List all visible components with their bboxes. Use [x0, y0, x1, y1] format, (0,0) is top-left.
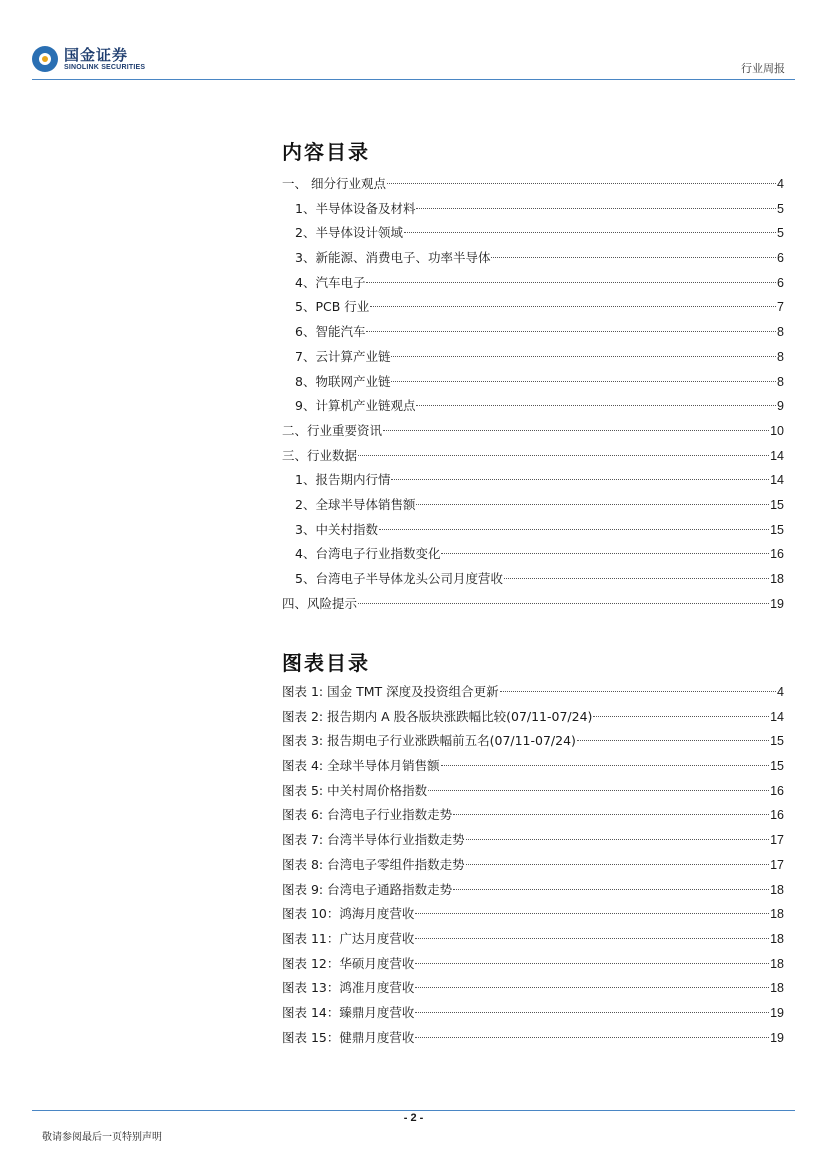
- toc-entry-label: 三、行业数据: [282, 447, 358, 463]
- figure-entry[interactable]: [282, 902, 784, 927]
- dot-leader: [415, 963, 769, 964]
- figure-list: [282, 680, 784, 1050]
- figure-entry-label: 图表 8: 台湾电子零组件指数走势: [282, 856, 465, 872]
- figure-entry-label: 图表 7: 台湾半导体行业指数走势: [282, 832, 465, 848]
- toc-entry-label: 1、报告期内行情: [295, 472, 391, 488]
- header-divider: [32, 79, 795, 80]
- toc-entry[interactable]: [282, 444, 784, 469]
- dot-leader: [415, 987, 769, 988]
- figure-entry[interactable]: [282, 828, 784, 853]
- toc-title: 内容目录: [282, 140, 370, 164]
- toc-entry-page-number: 15: [770, 522, 784, 537]
- figure-entry-label: 图表 9: 台湾电子通路指数走势: [282, 881, 453, 897]
- dot-leader: [453, 889, 769, 890]
- dot-leader: [366, 331, 776, 332]
- figure-entry-page-number: 14: [770, 709, 784, 724]
- figure-entry-label: 图表 5: 中关村周价格指数: [282, 782, 428, 798]
- dot-leader: [441, 765, 769, 766]
- toc-entry-label: 2、半导体设计领域: [295, 225, 403, 241]
- toc-entry[interactable]: [282, 320, 784, 345]
- dot-leader: [415, 1037, 769, 1038]
- dot-leader: [404, 232, 776, 233]
- figure-entry-page-number: 19: [770, 1005, 784, 1020]
- dot-leader: [504, 578, 769, 579]
- dot-leader: [391, 356, 776, 357]
- dot-leader: [428, 790, 769, 791]
- figure-entry-page-number: 17: [770, 833, 784, 848]
- toc-entry-page-number: 14: [770, 473, 784, 488]
- toc-entry-label: 9、计算机产业链观点: [295, 398, 416, 414]
- figure-entry[interactable]: [282, 729, 784, 754]
- figure-entry-page-number: 18: [770, 956, 784, 971]
- toc-entry[interactable]: [282, 197, 784, 222]
- toc-entry[interactable]: [282, 394, 784, 419]
- toc-entry-label: 5、PCB 行业: [295, 299, 370, 315]
- figure-entry-page-number: 18: [770, 882, 784, 897]
- dot-leader: [387, 183, 776, 184]
- toc-entry[interactable]: [282, 493, 784, 518]
- figure-entry-label: 图表 12：华硕月度营收: [282, 955, 415, 971]
- toc-entry-label: 8、物联网产业链: [295, 373, 391, 389]
- figure-entry[interactable]: [282, 927, 784, 952]
- dot-leader: [370, 306, 776, 307]
- toc-entry[interactable]: [282, 419, 784, 444]
- toc-entry-page-number: 14: [770, 448, 784, 463]
- figure-entry[interactable]: [282, 779, 784, 804]
- toc-entry-page-number: 7: [777, 300, 784, 315]
- toc-entry-page-number: 10: [770, 423, 784, 438]
- toc-entry-label: 1、半导体设备及材料: [295, 200, 416, 216]
- figure-entry-label: 图表 1: 国金 TMT 深度及投资组合更新: [282, 684, 499, 699]
- dot-leader: [383, 430, 769, 431]
- figure-entry-page-number: 18: [770, 981, 784, 996]
- toc-entry-label: 7、云计算产业链: [295, 348, 391, 364]
- dot-leader: [415, 938, 769, 939]
- figure-entry-label: 图表 3: 报告期电子行业涨跌幅前五名(07/11-07/24): [282, 733, 576, 749]
- toc-entry[interactable]: [282, 345, 784, 370]
- logo-icon: [32, 46, 58, 72]
- toc-entry-label: 一、 细分行业观点: [282, 176, 386, 191]
- toc-entry[interactable]: [282, 271, 784, 296]
- dot-leader: [466, 839, 769, 840]
- figure-entry[interactable]: [282, 976, 784, 1001]
- toc-entry[interactable]: [282, 370, 784, 395]
- figure-entry-page-number: 15: [770, 759, 784, 774]
- figure-entry-page-number: 15: [770, 734, 784, 749]
- figure-entry-page-number: 16: [770, 808, 784, 823]
- figure-entry-label: 图表 14：臻鼎月度营收: [282, 1004, 415, 1020]
- report-type-label: 行业周报: [741, 62, 785, 75]
- toc-entry-page-number: 8: [777, 349, 784, 364]
- toc-entry-page-number: 9: [777, 399, 784, 414]
- figure-entry-label: 图表 13：鸿准月度营收: [282, 980, 415, 996]
- toc-entry-page-number: 6: [777, 251, 784, 266]
- toc-entry[interactable]: [282, 567, 784, 592]
- toc-entry[interactable]: [282, 172, 784, 197]
- disclaimer-text: 敬请参阅最后一页特别声明: [42, 1132, 162, 1143]
- page-number: - 2 -: [403, 1112, 424, 1124]
- dot-leader: [577, 740, 769, 741]
- toc-entry[interactable]: [282, 295, 784, 320]
- figure-entry-page-number: 4: [777, 685, 784, 699]
- toc-entry-page-number: 8: [777, 374, 784, 389]
- figure-entry-label: 图表 6: 台湾电子行业指数走势: [282, 807, 453, 823]
- figure-entry-label: 图表 10：鸿海月度营收: [282, 906, 415, 922]
- toc-entry-page-number: 4: [777, 177, 784, 191]
- figure-entry[interactable]: [282, 803, 784, 828]
- toc-entry-page-number: 16: [770, 547, 784, 562]
- dot-leader: [593, 716, 769, 717]
- figure-entry[interactable]: [282, 878, 784, 903]
- toc-entry[interactable]: [282, 518, 784, 543]
- figure-entry[interactable]: [282, 705, 784, 730]
- footer-divider: [32, 1110, 795, 1111]
- toc-entry[interactable]: [282, 542, 784, 567]
- toc-entry[interactable]: [282, 221, 784, 246]
- toc-entry-page-number: 15: [770, 497, 784, 512]
- figure-entry-page-number: 18: [770, 907, 784, 922]
- toc-entry-label: 3、新能源、消费电子、功率半导体: [295, 250, 491, 266]
- dot-leader: [366, 282, 776, 283]
- dot-leader: [453, 814, 769, 815]
- toc-entry-label: 4、台湾电子行业指数变化: [295, 546, 441, 562]
- dot-leader: [416, 405, 776, 406]
- figure-entry-label: 图表 11：广达月度营收: [282, 930, 415, 946]
- figure-entry[interactable]: [282, 952, 784, 977]
- table-of-contents: [282, 172, 784, 616]
- figure-entry[interactable]: [282, 853, 784, 878]
- toc-entry-page-number: 5: [777, 201, 784, 216]
- dot-leader: [415, 913, 769, 914]
- page-header: [0, 0, 827, 82]
- toc-entry-page-number: 19: [770, 596, 784, 611]
- dot-leader: [379, 529, 769, 530]
- toc-entry[interactable]: [282, 592, 784, 617]
- dot-leader: [466, 864, 769, 865]
- logo-chinese-name: 国金证券: [64, 45, 129, 64]
- toc-entry-page-number: 5: [777, 226, 784, 241]
- figure-list-title: 图表目录: [282, 651, 370, 675]
- toc-entry-label: 4、汽车电子: [295, 274, 366, 290]
- toc-entry-label: 6、智能汽车: [295, 324, 366, 340]
- toc-entry-page-number: 6: [777, 275, 784, 290]
- logo-english-name: SINOLINK SECURITIES: [64, 63, 146, 71]
- dot-leader: [391, 479, 769, 480]
- dot-leader: [441, 553, 769, 554]
- figure-entry-label: 图表 4: 全球半导体月销售额: [282, 758, 440, 774]
- toc-entry-label: 四、风险提示: [282, 595, 358, 611]
- dot-leader: [415, 1012, 769, 1013]
- toc-entry-label: 二、行业重要资讯: [282, 422, 383, 438]
- dot-leader: [358, 455, 769, 456]
- figure-entry-page-number: 18: [770, 931, 784, 946]
- dot-leader: [491, 257, 776, 258]
- toc-entry-label: 2、全球半导体销售额: [295, 496, 416, 512]
- figure-entry[interactable]: [282, 754, 784, 779]
- toc-entry[interactable]: [282, 468, 784, 493]
- figure-entry[interactable]: [282, 680, 784, 705]
- company-logo: [32, 46, 145, 72]
- dot-leader: [416, 504, 769, 505]
- figure-entry-label: 图表 2: 报告期内 A 股各版块涨跌幅比较(07/11-07/24): [282, 708, 593, 724]
- figure-entry-page-number: 16: [770, 783, 784, 798]
- dot-leader: [500, 691, 776, 692]
- dot-leader: [358, 603, 769, 604]
- figure-entry-page-number: 17: [770, 857, 784, 872]
- toc-entry-label: 5、台湾电子半导体龙头公司月度营收: [295, 571, 503, 586]
- figure-entry[interactable]: [282, 1001, 784, 1026]
- dot-leader: [416, 208, 776, 209]
- figure-entry-page-number: 19: [770, 1030, 784, 1045]
- toc-entry-page-number: 8: [777, 325, 784, 340]
- toc-entry-page-number: 18: [770, 572, 784, 586]
- toc-entry-label: 3、中关村指数: [295, 521, 378, 537]
- toc-entry[interactable]: [282, 246, 784, 271]
- dot-leader: [391, 381, 776, 382]
- figure-entry[interactable]: [282, 1026, 784, 1051]
- figure-entry-label: 图表 15：健鼎月度营收: [282, 1029, 415, 1045]
